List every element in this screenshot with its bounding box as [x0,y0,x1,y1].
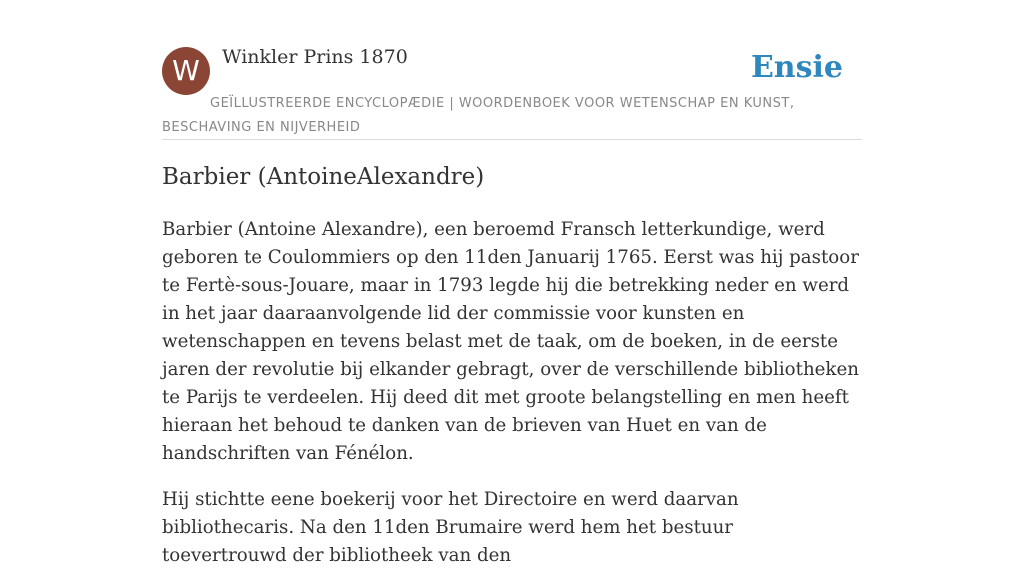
header-divider [162,139,862,140]
avatar[interactable]: W [162,47,210,95]
article-paragraph: Barbier (Antoine Alexandre), een beroemd Fransch letterkundige, werd geboren te Coulommiers op den 11den Januarij 1765. Eerst was hij pastoor te Fertè-sous-Jouare, maar in 1793 legde hij die betrekking neder en werd in het jaar daaraanvolgende lid der commissie voor kunsten en wetenschappen en tevens belast met de taak, om de boeken, in de eerste jaren der revolutie bij elkander gebragt, over de verschillende bibliotheken te Parijs te verdeelen. Hij deed dit met groote belangstelling en men heeft hieraan het behoud te danken van de brieven van Huet en van de handschriften van Fénélon. [162,219,859,464]
source-title[interactable]: Winkler Prins 1870 [222,46,408,68]
ensie-logo[interactable]: Ensie [750,50,843,85]
article-paragraph: Hij stichtte eene boekerij voor het Directoire en werd daarvan bibliothecaris. Na den 11den Brumaire werd hem het bestuur toevertrouwd der bibliotheek van den [162,489,739,566]
article-body [162,216,862,588]
article-title: Barbier (AntoineAlexandre) [162,164,485,190]
source-subtitle: GEÏLLUSTREERDE ENCYCLOPÆDIE | WOORDENBOEK VOOR WETENSCHAP EN KUNST, BESCHAVING EN NIJVERHEID [162,96,795,135]
